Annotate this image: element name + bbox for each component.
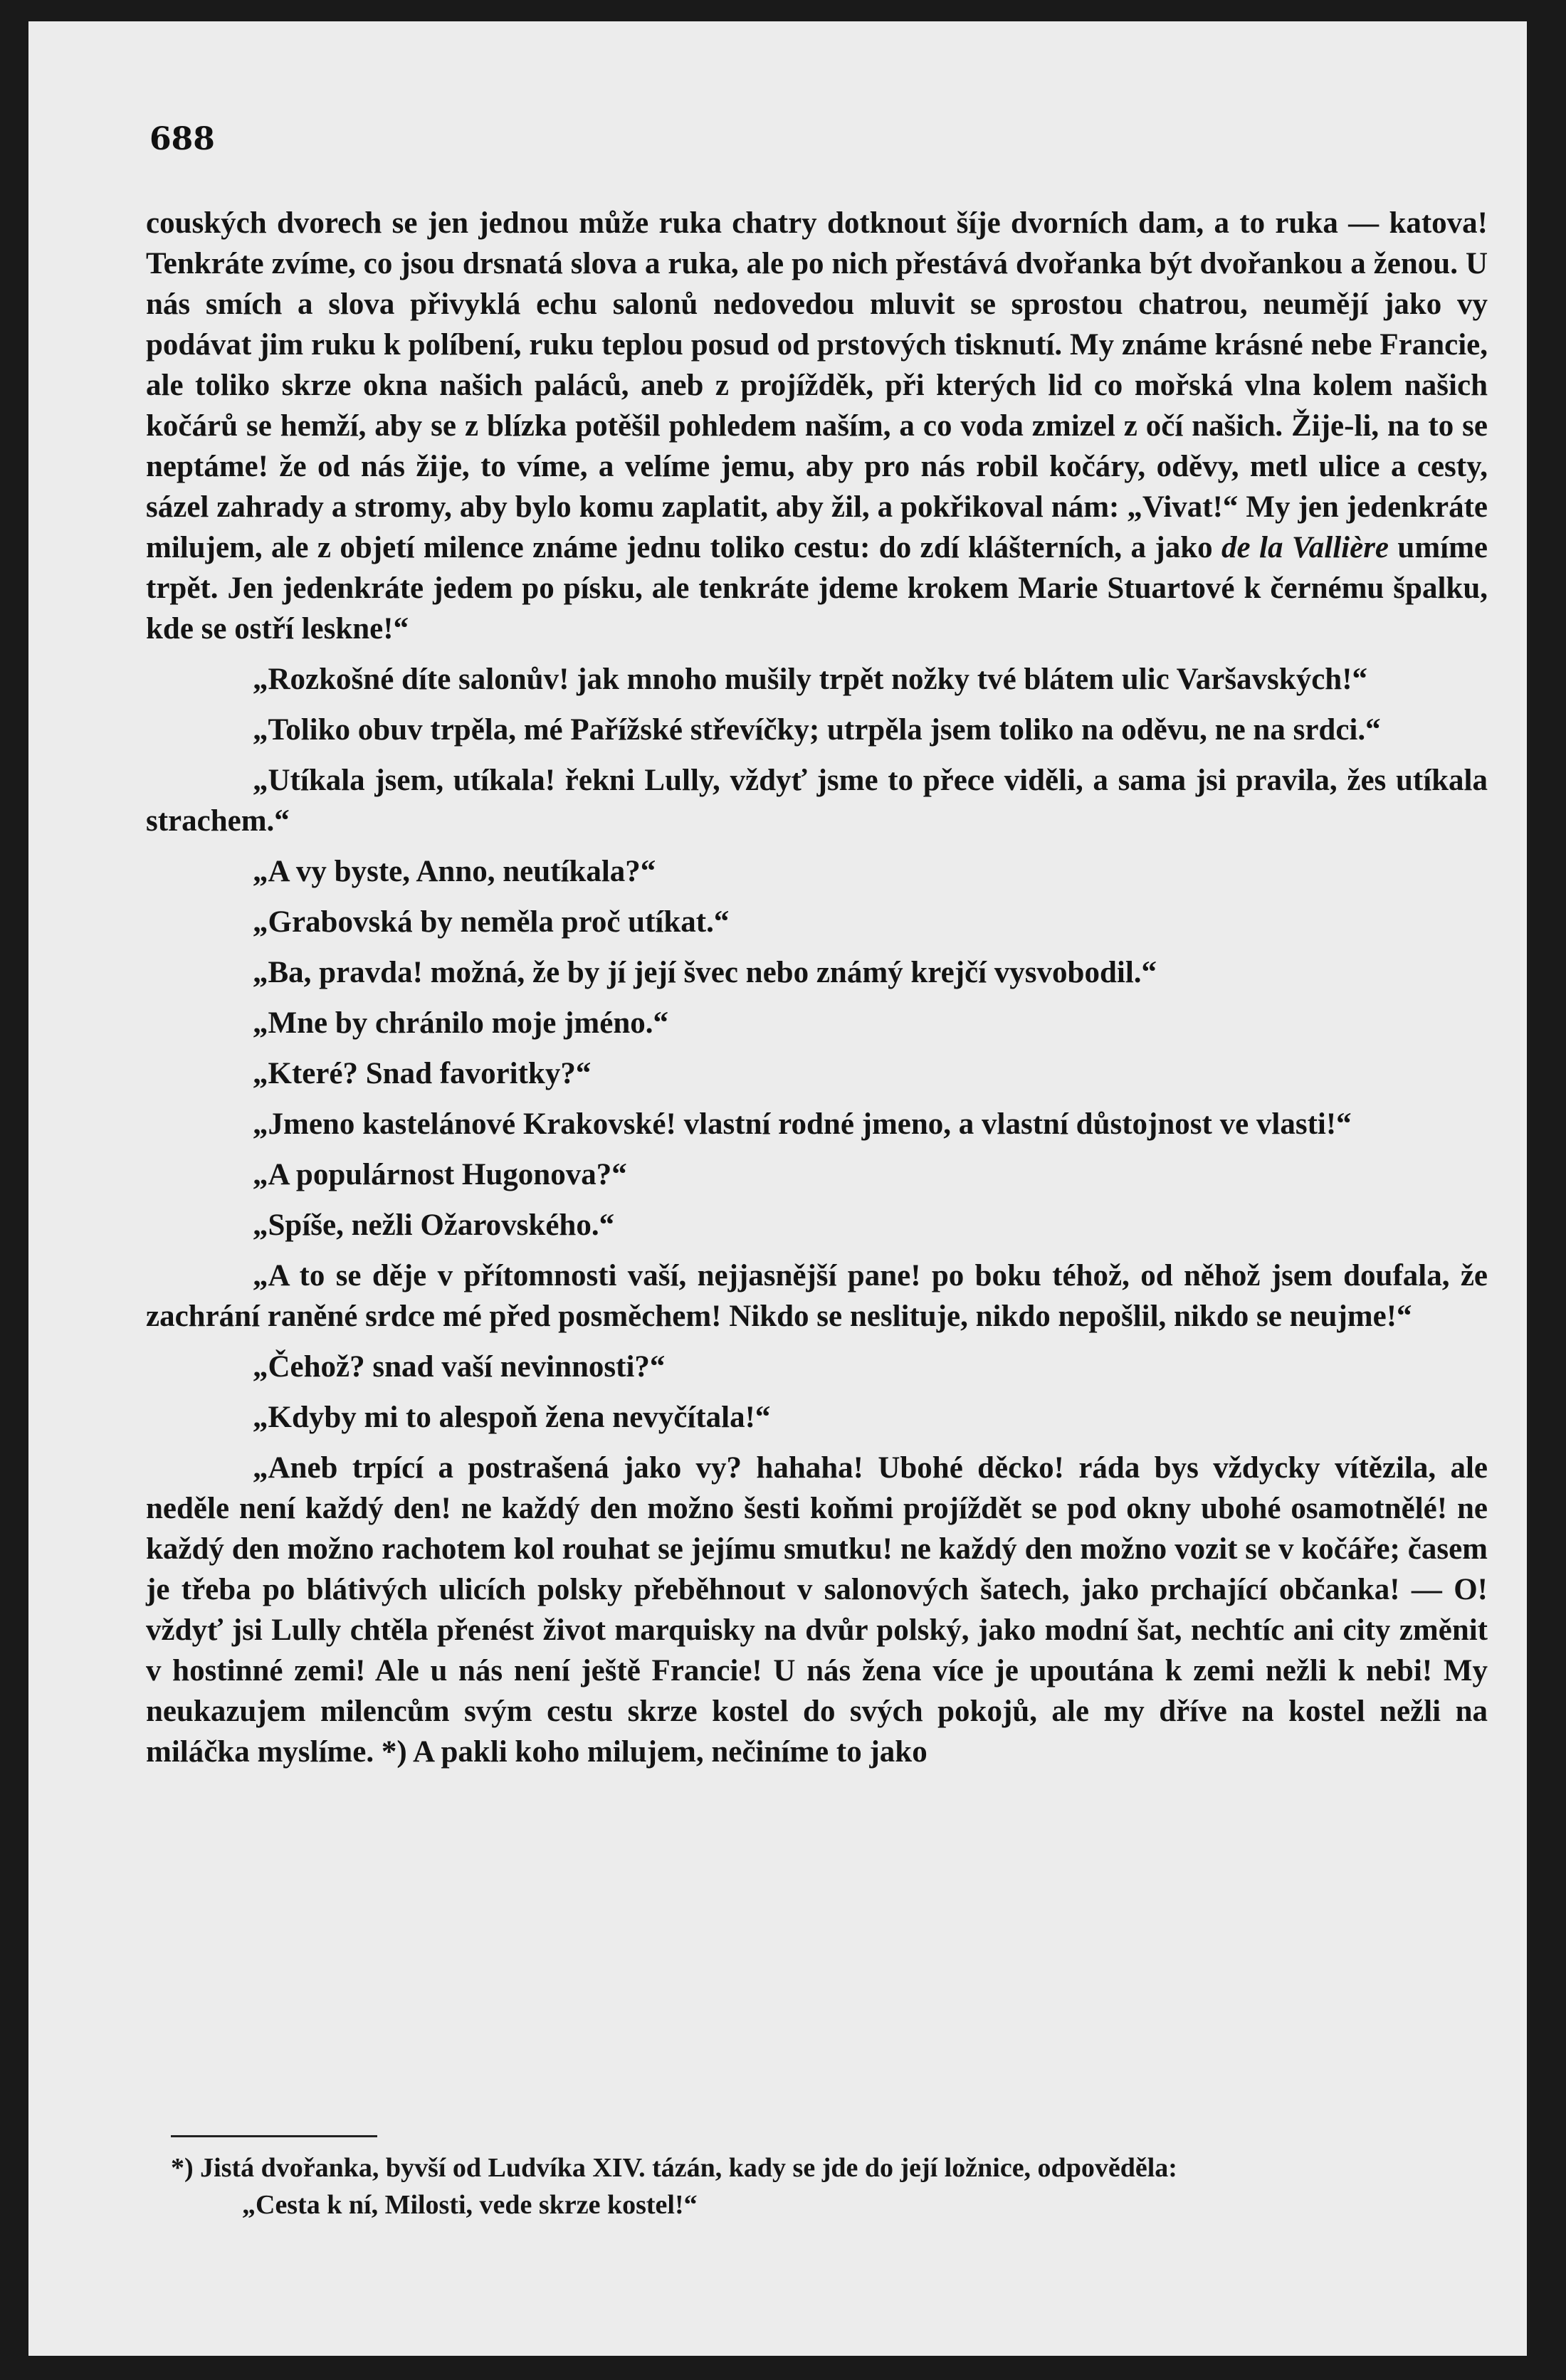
footnote-divider	[171, 2135, 377, 2137]
paragraph-5: „A vy byste, Anno, neutíkala?“	[253, 855, 656, 888]
paragraph-9: „Které? Snad favoritky?“	[253, 1057, 592, 1090]
paragraph-15: „Kdyby mi to alespoň žena nevyčítala!“	[253, 1401, 771, 1434]
paragraph-4: „Utíkala jsem, utíkala! řekni Lully, vždyť jsme to přece viděli, a sama jsi pravila, žes utíkala strachem.“	[146, 764, 1488, 838]
paragraph-3: „Toliko obuv trpěla, mé Pařížské střevíčky; utrpěla jsem toliko na oděvu, ne na srdci.“	[253, 713, 1381, 747]
paragraph-2: „Rozkošné díte salonův! jak mnoho mušily trpět nožky tvé blátem ulic Varšavských!“	[253, 663, 1368, 696]
footnote-line-2: „Cesta k ní, Milosti, vede skrze kostel!“	[242, 2190, 698, 2220]
footnote	[171, 2149, 1488, 2223]
paragraph-16: „Aneb trpící a postrašená jako vy? hahaha! Ubohé děcko! ráda bys vždycky vítězila, ale neděle není každý den! ne každý den možno šesti koňmi projíždět se pod okny ubohé osamotnělé! ne každý den možno rachotem kol rouhat se jejímu smutku! ne každý den možno vozit se v kočáře; časem je třeba po blátivých ulicích polsky přeběhnout v salonových šatech, jako prchající občanka! — O! vždyť jsi Lully chtěla přenést život marquisky na dvůr polský, jako modní šat, nechtíc ani city změnit v hostinné zemi! Ale u nás není ještě Francie! U nás žena více je upoutána k zemi nežli k nebi! My neukazujem milencům svým cestu skrze kostel do svých pokojů, ale my dříve na kostel nežli na miláčka myslíme. *) A pakli koho milujem, nečiníme to jako	[146, 1451, 1488, 1769]
page-number: 688	[149, 121, 215, 157]
paragraph-7: „Ba, pravda! možná, že by jí její švec nebo známý krejčí vysvobodil.“	[253, 956, 1157, 989]
paragraph-13: „A to se děje v přítomnosti vaší, nejjasnější pane! po boku téhož, od něhož jsem doufala, že zachrání raněné srdce mé před posměchem! Nikdo se neslituje, nikdo nepošlil, nikdo se neujme!“	[146, 1259, 1488, 1333]
paragraph-12: „Spíše, nežli Ožarovského.“	[253, 1209, 615, 1242]
paragraph-10: „Jmeno kastelánové Krakovské! vlastní rodné jmeno, a vlastní důstojnost ve vlasti!“	[253, 1107, 1352, 1141]
paragraph-14: „Čehož? snad vaší nevinnosti?“	[253, 1350, 666, 1384]
paragraph-6: „Grabovská by neměla proč utíkat.“	[253, 905, 730, 939]
italic-name: de la Vallière	[1221, 531, 1389, 564]
main-text	[146, 203, 1488, 1782]
book-page	[28, 21, 1527, 2356]
paragraph-11: „A populárnost Hugonova?“	[253, 1158, 627, 1191]
paragraph-8: „Mne by chránilo moje jméno.“	[253, 1006, 669, 1040]
footnote-line-1: *) Jistá dvořanka, byvší od Ludvíka XIV. tázán, kady se jde do její ložnice, odpověděla:	[171, 2153, 1177, 2183]
paragraph-1: couských dvorech se jen jednou může ruka chatry dotknout šíje dvorních dam, a to ruka — katova! Tenkráte zvíme, co jsou drsnatá slova a ruka, ale po nich přestává dvořanka být dvořankou a ženou. U nás smích a slova přivyklá echu salonů nedovedou mluvit se sprostou chatrou, neumějí jako vy podávat jim ruku k políbení, ruku teplou posud od prstových tisknutí. My známe krásné nebe Francie, ale toliko skrze okna našich paláců, aneb z projížděk, při kterých lid co mořská vlna kolem našich kočárů se hemží, aby se z blízka potěšil pohledem naším, a co voda zmizel z očí našich. Žije-li, na to se neptáme! že od nás žije, to víme, a velíme jemu, aby pro nás robil kočáry, oděvy, metl ulice a cesty, sázel zahrady a stromy, aby bylo komu zaplatit, aby žil, a pokřikoval nám: „Vivat!“ My jen jedenkráte milujem, ale z objetí milence známe jednu toliko cestu: do zdí klášterních, a jako de la Vallière umíme trpět. Jen jedenkráte jedem po písku, ale tenkráte jdeme krokem Marie Stuartové k černému špalku, kde se ostří leskne!“	[146, 206, 1488, 646]
